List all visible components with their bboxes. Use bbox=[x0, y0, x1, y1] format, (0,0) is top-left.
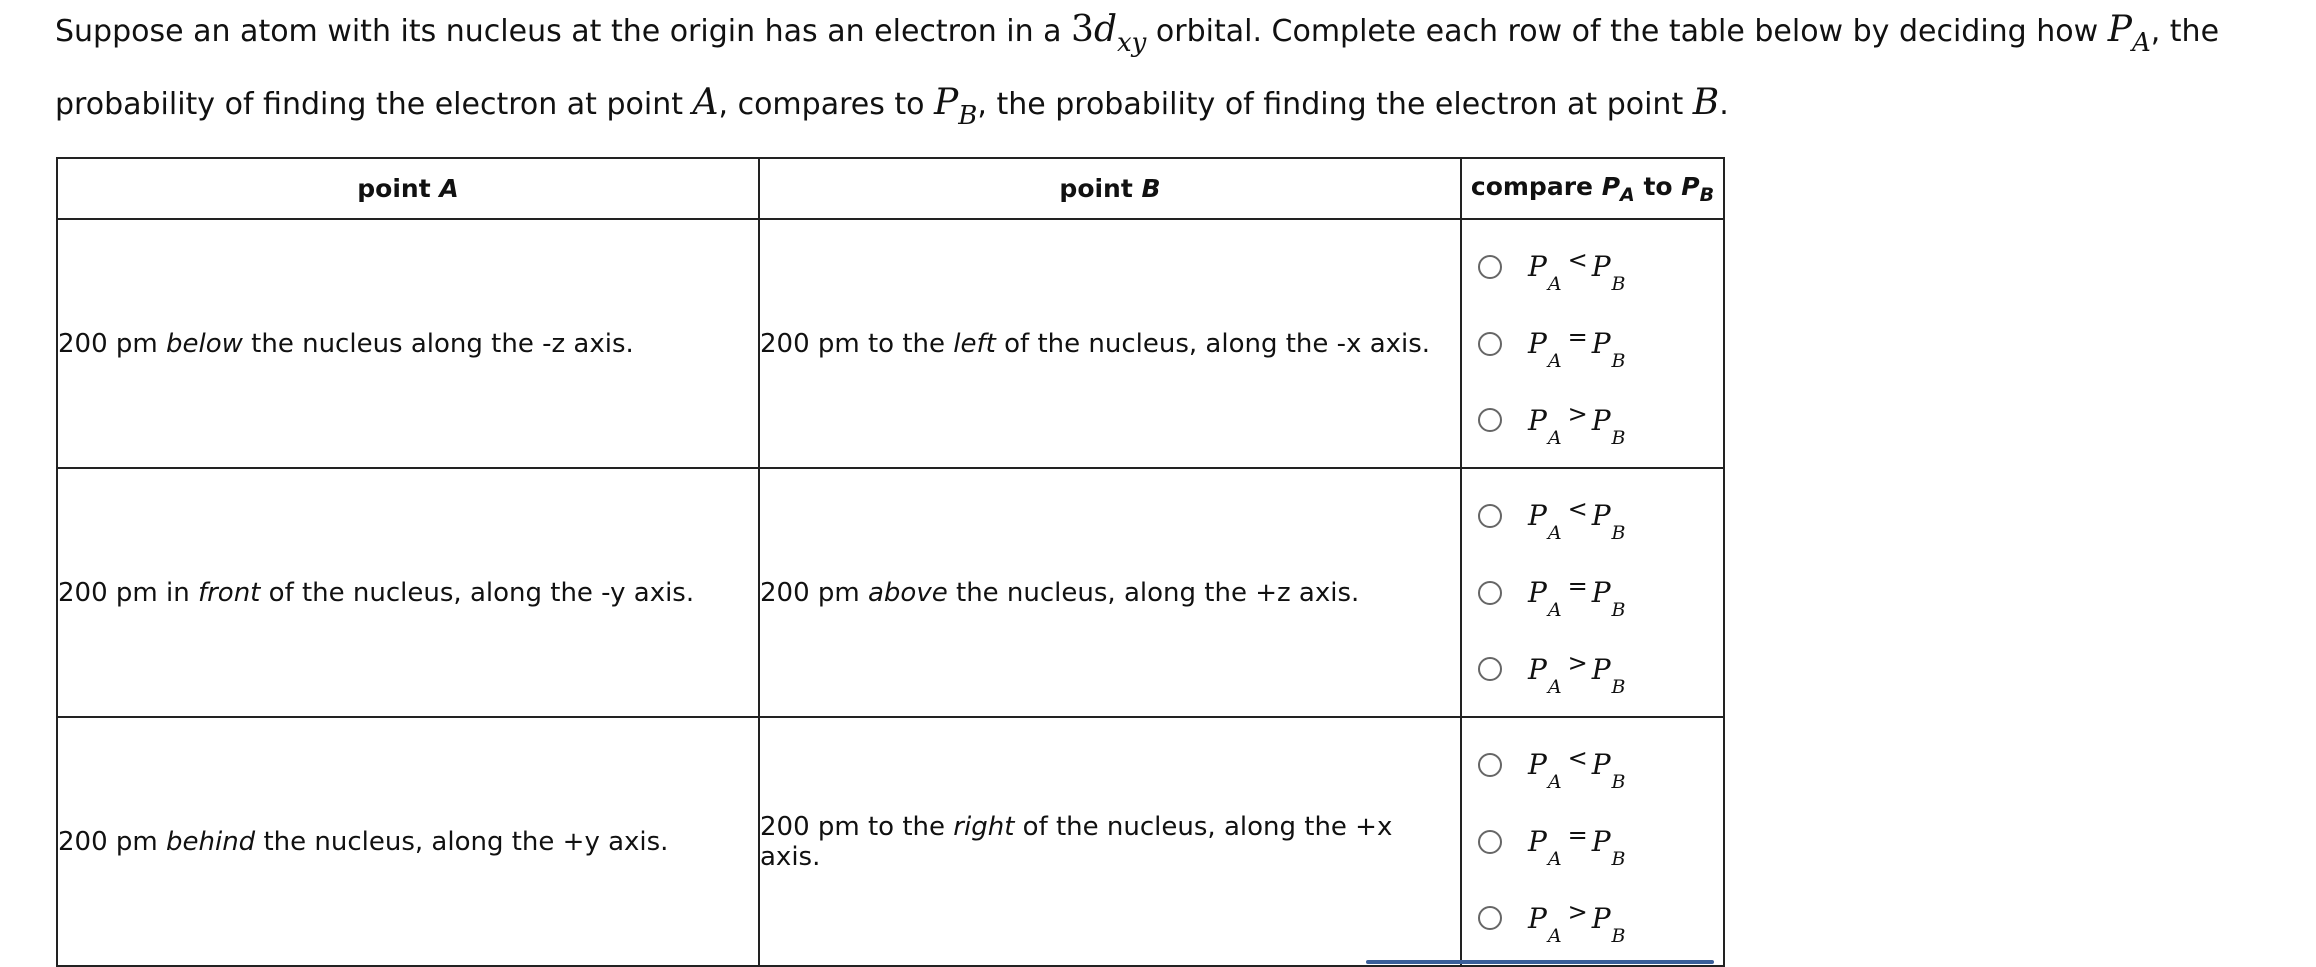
expr-right-sub: B bbox=[1611, 350, 1626, 372]
expr-left-sub: A bbox=[1547, 848, 1562, 870]
cell-text: the nucleus, along the +z axis. bbox=[947, 577, 1360, 608]
radio-button[interactable] bbox=[1478, 408, 1502, 432]
horizontal-scrollbar[interactable] bbox=[1366, 960, 1714, 964]
expr-left: P bbox=[1528, 576, 1547, 609]
cell-emphasis: right bbox=[953, 811, 1015, 842]
comparison-expression bbox=[1528, 572, 1632, 621]
comparison-expression bbox=[1528, 495, 1632, 545]
expr-right: P bbox=[1591, 576, 1611, 609]
expr-right-sub: B bbox=[1611, 924, 1626, 947]
expr-left: P bbox=[1528, 748, 1547, 782]
question-text-part: , the probability of finding the electron at point bbox=[55, 14, 2220, 122]
pa-symbol: P bbox=[2107, 9, 2132, 50]
expr-left-sub: A bbox=[1547, 924, 1562, 947]
comparison-expression bbox=[1528, 821, 1632, 870]
radio-group bbox=[1462, 718, 1723, 965]
radio-button[interactable] bbox=[1478, 504, 1502, 528]
question-text-part: . bbox=[1719, 87, 1729, 122]
compare-cell bbox=[1461, 717, 1724, 966]
cell-text: 200 pm to the bbox=[760, 328, 954, 359]
compare-option[interactable] bbox=[1462, 486, 1723, 546]
expr-right-sub: B bbox=[1611, 848, 1626, 870]
expr-left-sub: A bbox=[1547, 522, 1562, 545]
expr-left-sub: A bbox=[1547, 675, 1562, 698]
cell-text: of the nucleus, along the -y axis. bbox=[260, 577, 695, 608]
radio-button[interactable] bbox=[1478, 581, 1502, 605]
compare-option[interactable] bbox=[1462, 314, 1723, 374]
cell-text: 200 pm in bbox=[58, 577, 198, 608]
cell-emphasis: front bbox=[197, 577, 261, 608]
expr-right: P bbox=[1591, 748, 1611, 782]
radio-button[interactable] bbox=[1478, 657, 1502, 681]
header-point-a: point A bbox=[57, 158, 759, 219]
table-row bbox=[57, 717, 1724, 966]
expr-operator: = bbox=[1567, 323, 1588, 351]
expr-right: P bbox=[1591, 825, 1611, 858]
expr-operator: = bbox=[1567, 572, 1588, 600]
orbital-symbol bbox=[1071, 9, 1117, 50]
header-point-b: point B bbox=[759, 158, 1461, 219]
expr-left-sub: A bbox=[1547, 350, 1562, 372]
point-a-symbol: A bbox=[692, 82, 719, 123]
expr-left: P bbox=[1528, 652, 1547, 686]
comparison-expression bbox=[1528, 323, 1632, 372]
point-b-cell bbox=[759, 468, 1461, 717]
radio-button[interactable] bbox=[1478, 753, 1502, 777]
compare-option[interactable] bbox=[1462, 888, 1723, 948]
cell-text: of the nucleus, along the +x axis. bbox=[760, 811, 1393, 872]
question-text-part: , compares to bbox=[718, 87, 935, 122]
expr-left: P bbox=[1528, 825, 1547, 858]
expr-right: P bbox=[1591, 327, 1611, 360]
comparison-table bbox=[56, 157, 1725, 967]
radio-button[interactable] bbox=[1478, 255, 1502, 279]
expr-left-sub: A bbox=[1547, 599, 1562, 621]
expr-left: P bbox=[1528, 901, 1547, 935]
expr-left: P bbox=[1528, 499, 1547, 533]
expr-left-sub: A bbox=[1547, 771, 1562, 794]
radio-button[interactable] bbox=[1478, 830, 1502, 854]
cell-emphasis: above bbox=[868, 577, 948, 608]
expr-right-sub: B bbox=[1611, 426, 1626, 449]
cell-text: 200 pm bbox=[760, 577, 868, 608]
compare-option[interactable] bbox=[1462, 735, 1723, 795]
cell-emphasis: behind bbox=[166, 826, 256, 857]
expr-right-sub: B bbox=[1611, 771, 1626, 794]
expr-left: P bbox=[1528, 250, 1547, 284]
table-header-row bbox=[57, 158, 1724, 219]
expr-left-sub: A bbox=[1547, 426, 1562, 449]
expr-right: P bbox=[1591, 499, 1611, 533]
comparison-expression bbox=[1528, 744, 1632, 794]
cell-emphasis: left bbox=[953, 328, 996, 359]
question-text bbox=[55, 0, 2300, 146]
cell-text: 200 pm bbox=[58, 328, 166, 359]
expr-left: P bbox=[1528, 403, 1547, 437]
compare-option[interactable] bbox=[1462, 639, 1723, 699]
compare-cell bbox=[1461, 219, 1724, 468]
compare-option[interactable] bbox=[1462, 563, 1723, 623]
cell-text: the nucleus, along the +y axis. bbox=[255, 826, 669, 857]
point-a-cell bbox=[57, 717, 759, 966]
point-b-symbol: B bbox=[1692, 82, 1720, 123]
cell-text: of the nucleus, along the -x axis. bbox=[995, 328, 1431, 359]
expr-operator: < bbox=[1567, 744, 1588, 773]
radio-group bbox=[1462, 220, 1723, 467]
compare-option[interactable] bbox=[1462, 390, 1723, 450]
expr-left: P bbox=[1528, 327, 1547, 360]
expr-operator: < bbox=[1567, 246, 1588, 275]
orbital-n: 3 bbox=[1071, 9, 1094, 50]
header-compare: compare $P_A$ to $P_B$ bbox=[1461, 158, 1724, 219]
expr-right-sub: B bbox=[1611, 522, 1626, 545]
orbital-l: d bbox=[1093, 9, 1117, 50]
comparison-expression bbox=[1528, 897, 1632, 947]
question-text-part: , the probability of finding the electron at point bbox=[977, 87, 1693, 122]
question-text-part: orbital. Complete each row of the table below by deciding how bbox=[1146, 14, 2108, 49]
cell-emphasis: below bbox=[166, 328, 243, 359]
expr-right: P bbox=[1591, 250, 1611, 284]
table-row bbox=[57, 468, 1724, 717]
compare-cell bbox=[1461, 468, 1724, 717]
pa-subscript: A bbox=[2131, 28, 2151, 58]
point-a-cell bbox=[57, 219, 759, 468]
comparison-expression bbox=[1528, 246, 1632, 296]
expr-operator: > bbox=[1567, 399, 1588, 428]
cell-text: 200 pm to the bbox=[760, 811, 954, 842]
cell-text: the nucleus along the -z axis. bbox=[242, 328, 634, 359]
compare-option[interactable] bbox=[1462, 812, 1723, 872]
pb-symbol: P bbox=[934, 82, 959, 123]
expr-left-sub: A bbox=[1547, 273, 1562, 296]
expr-operator: > bbox=[1567, 648, 1588, 677]
expr-right-sub: B bbox=[1611, 675, 1626, 698]
pb-subscript: B bbox=[958, 101, 978, 131]
expr-operator: = bbox=[1567, 821, 1588, 849]
comparison-expression bbox=[1528, 399, 1632, 449]
radio-button[interactable] bbox=[1478, 906, 1502, 930]
orbital-subscript: xy bbox=[1117, 28, 1147, 58]
expr-right: P bbox=[1591, 652, 1611, 686]
compare-option[interactable] bbox=[1462, 237, 1723, 297]
point-b-cell bbox=[759, 219, 1461, 468]
expr-operator: < bbox=[1567, 495, 1588, 524]
question-text-part: Suppose an atom with its nucleus at the origin has an electron in a bbox=[55, 14, 1072, 49]
expr-right-sub: B bbox=[1611, 273, 1626, 296]
point-b-cell bbox=[759, 717, 1461, 966]
expr-operator: > bbox=[1567, 897, 1588, 926]
point-a-cell bbox=[57, 468, 759, 717]
cell-text: 200 pm bbox=[58, 826, 166, 857]
table-row bbox=[57, 219, 1724, 468]
comparison-expression bbox=[1528, 648, 1632, 698]
expr-right: P bbox=[1591, 901, 1611, 935]
expr-right: P bbox=[1591, 403, 1611, 437]
expr-right-sub: B bbox=[1611, 599, 1626, 621]
radio-group bbox=[1462, 469, 1723, 716]
radio-button[interactable] bbox=[1478, 332, 1502, 356]
